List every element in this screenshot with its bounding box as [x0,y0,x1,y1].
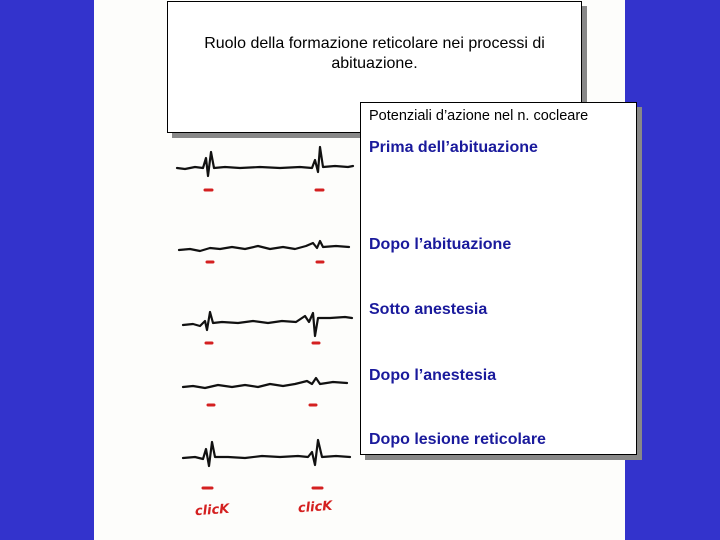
trace-dopo-abituazione [179,241,349,251]
legend-header: Potenziali d’azione nel n. cocleare [369,108,589,124]
trace-prima-abituazione [177,147,353,176]
slide-title: Ruolo della formazione reticolare nei processi di abituazione. [204,35,545,72]
condition-dopo-lesione-reticolare: Dopo lesione reticolare [369,431,546,448]
trace-dopo-lesione-reticolare [183,440,350,466]
condition-dopo-anestesia: Dopo l’anestesia [369,367,497,384]
condition-dopo-abituazione: Dopo l’abituazione [369,236,512,253]
trace-dopo-anestesia [183,378,347,388]
click-label: clicK [194,501,230,520]
trace-sotto-anestesia [183,312,352,336]
click-label: clicK [297,498,333,517]
legend-box [360,102,637,455]
condition-prima-abituazione: Prima dell’abituazione [369,139,538,156]
condition-sotto-anestesia: Sotto anestesia [369,301,488,318]
